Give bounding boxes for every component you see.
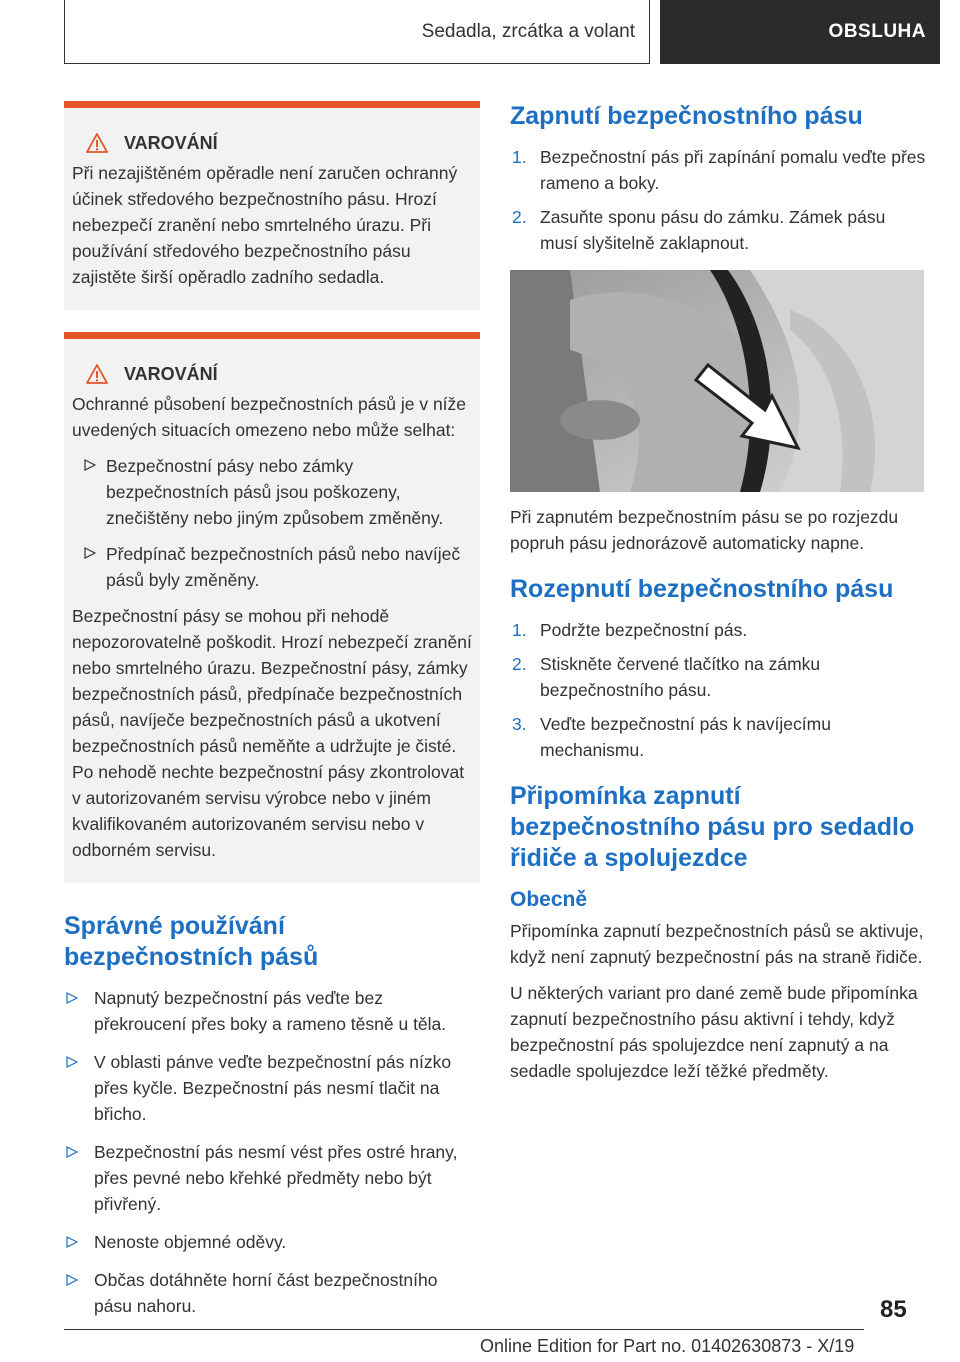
right-column: [510, 101, 926, 1094]
bullet-triangle-icon: [66, 992, 78, 1004]
fasten-steps: [510, 144, 926, 256]
page-number: 85: [880, 1296, 907, 1323]
subsection-heading: Obecně: [510, 888, 588, 911]
list-item: 2. Stiskněte červené tlačítko na zámku bezpečnostního pásu.: [510, 651, 926, 703]
step-number: 1.: [512, 620, 527, 640]
fasten-note: Při zapnutém bezpečnostním pásu se po rozjezdu popruh pásu jednorázově automaticky napne.: [510, 507, 899, 553]
left-column: [64, 101, 480, 1331]
warning-title: VAROVÁNÍ: [124, 364, 218, 384]
list-item: 3. Veďte bezpečnostní pás k navíjecímu mechanismu.: [510, 711, 926, 763]
warning-icon: [86, 133, 108, 153]
bullet-triangle-icon: [66, 1274, 78, 1286]
list-item: Bezpečnostní pásy nebo zámky bezpečnostních pásů jsou poškozeny, znečištěny nebo jiným způsobem změněny.: [72, 453, 472, 531]
seatbelt-photo: [510, 270, 924, 492]
step-number: 2.: [512, 654, 527, 674]
list-item: V oblasti pánve veďte bezpečnostní pás nízko přes kyčle. Bezpečnostní pás nesmí tlačit na břicho.: [64, 1049, 480, 1127]
step-number: 1.: [512, 147, 527, 167]
warning-text: Při nezajištěném opěradle není zaručen ochranný účinek středového bezpečnostního pásu. Hrozí nebezpečí zranění nebo smrtelného úrazu. Při používání středového bezpečnostního pásu zajistěte širší opěradlo zadního sedadla.: [72, 163, 458, 287]
list-item: 2. Zasuňte sponu pásu do zámku. Zámek pásu musí slyšitelně zaklapnout.: [510, 204, 926, 256]
bullet-triangle-icon: [66, 1146, 78, 1158]
list-item: Občas dotáhněte horní část bezpečnostního pásu nahoru.: [64, 1267, 480, 1319]
step-number: 3.: [512, 714, 527, 734]
chapter-title: OBSLUHA: [660, 0, 940, 64]
warning-list: [72, 453, 472, 593]
reminder-text-1: Připomínka zapnutí bezpečnostních pásů se aktivuje, když není zapnutý bezpečnostní pás na straně řidiče.: [510, 921, 924, 967]
unfasten-steps: [510, 617, 926, 763]
bullet-triangle-icon: [66, 1236, 78, 1248]
bullet-triangle-icon: [84, 459, 96, 471]
list-item: Bezpečnostní pás nesmí vést přes ostré hrany, přes pevné nebo křehké předměty nebo být přivřený.: [64, 1139, 480, 1217]
section-heading: Správné používání bezpečnostních pásů: [64, 912, 319, 971]
bullet-triangle-icon: [66, 1056, 78, 1068]
warning-text: Bezpečnostní pásy se mohou při nehodě nepozorovatelně poškodit. Hrozí nebezpečí zranění nebo smrtelného úrazu. Bezpečnostní pásy, zámky bezpečnostních pásů, předpínače bezpečnostních pásů, navíječe bezpečnostních pásů a ukotvení bezpečnostních pásů neměňte a udržujte je čisté. Po nehodě nechte bezpečnostní pásy zkontrolovat v autorizovaném servisu výrobce nebo v jiném kvalifikovaném autorizovaném servisu nebo v odborném servisu.: [72, 606, 472, 860]
step-number: 2.: [512, 207, 527, 227]
section-heading: Rozepnutí bezpečnostního pásu: [510, 575, 894, 603]
list-item: 1. Bezpečnostní pás při zapínání pomalu veďte přes rameno a boky.: [510, 144, 926, 196]
list-item: Předpínač bezpečnostních pásů nebo navíječ pásů byly změněny.: [72, 541, 472, 593]
list-item: Napnutý bezpečnostní pás veďte bez překroucení přes boky a rameno těsně u těla.: [64, 985, 480, 1037]
list-item: 1. Podržte bezpečnostní pás.: [510, 617, 926, 643]
warning-intro: Ochranné působení bezpečnostních pásů je v níže uvedených situacích omezeno nebo může selhat:: [72, 394, 467, 440]
section-heading: Zapnutí bezpečnostního pásu: [510, 102, 863, 130]
section-heading: Připomínka zapnutí bezpečnostního pásu pro sedadlo řidiče a spolujezdce: [510, 782, 915, 872]
warning-box-2: [64, 332, 480, 883]
warning-title: VAROVÁNÍ: [124, 133, 218, 153]
section-title: Sedadla, zrcátka a volant: [64, 0, 650, 64]
reminder-text-2: U některých variant pro dané země bude připomínka zapnutí bezpečnostního pásu aktivní i tehdy, když bezpečnostní pás spolujezdce není zapnutý a na sedadle spolujezdce leží těžké předměty.: [510, 983, 918, 1081]
warning-box-1: [64, 101, 480, 310]
warning-icon: [86, 364, 108, 384]
page-header: [0, 0, 960, 66]
bullet-triangle-icon: [84, 547, 96, 559]
footer-divider: [64, 1329, 864, 1330]
list-item: Nenoste objemné oděvy.: [64, 1229, 480, 1255]
proper-use-section: [64, 911, 480, 1319]
footer-edition: Online Edition for Part no. 01402630873 - X/19: [480, 1336, 855, 1356]
proper-use-list: [64, 985, 480, 1319]
